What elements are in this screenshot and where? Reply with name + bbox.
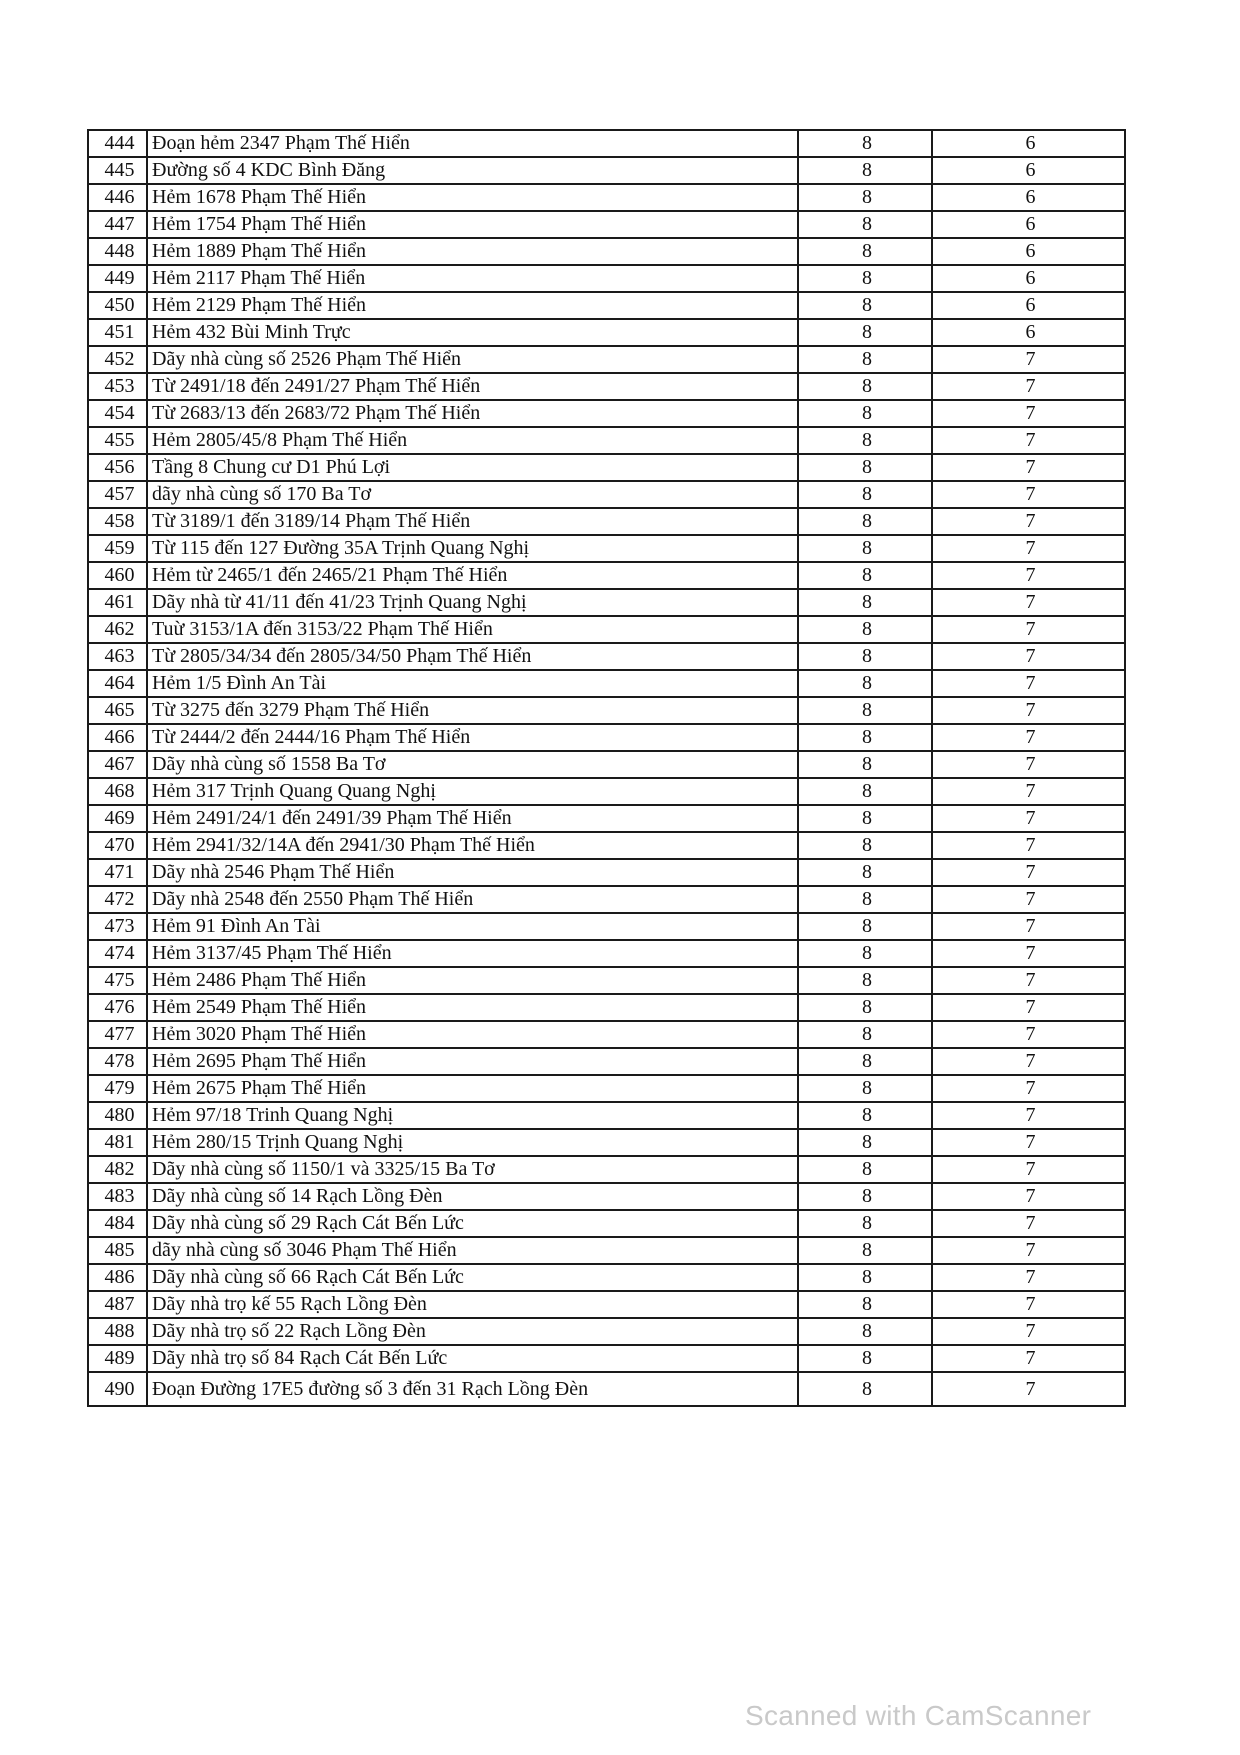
value-b-cell: 7 <box>932 1129 1125 1156</box>
location-name-cell: Hẻm 97/18 Trinh Quang Nghị <box>147 1102 798 1129</box>
row-number-cell: 445 <box>88 157 147 184</box>
location-name-cell: Đoạn hẻm 2347 Phạm Thế Hiển <box>147 130 798 157</box>
row-number-cell: 488 <box>88 1318 147 1345</box>
value-b-cell: 7 <box>932 589 1125 616</box>
row-number-cell: 485 <box>88 1237 147 1264</box>
location-name-cell: Tầng 8 Chung cư D1 Phú Lợi <box>147 454 798 481</box>
value-b-cell: 7 <box>932 1291 1125 1318</box>
value-a-cell: 8 <box>798 670 932 697</box>
table-row <box>88 508 1125 535</box>
table-row <box>88 535 1125 562</box>
table-body <box>88 130 1125 1406</box>
row-number-cell: 460 <box>88 562 147 589</box>
row-number-cell: 483 <box>88 1183 147 1210</box>
table-row <box>88 643 1125 670</box>
value-b-cell: 7 <box>932 508 1125 535</box>
row-number-cell: 450 <box>88 292 147 319</box>
row-number-cell: 468 <box>88 778 147 805</box>
row-number-cell: 458 <box>88 508 147 535</box>
row-number-cell: 455 <box>88 427 147 454</box>
value-a-cell: 8 <box>798 967 932 994</box>
location-name-cell: Từ 2444/2 đến 2444/16 Phạm Thế Hiển <box>147 724 798 751</box>
row-number-cell: 473 <box>88 913 147 940</box>
address-table <box>87 129 1126 1407</box>
table-row <box>88 400 1125 427</box>
value-b-cell: 7 <box>932 670 1125 697</box>
value-a-cell: 8 <box>798 805 932 832</box>
value-a-cell: 8 <box>798 481 932 508</box>
value-b-cell: 6 <box>932 238 1125 265</box>
location-name-cell: Hẻm 2695 Phạm Thế Hiển <box>147 1048 798 1075</box>
value-a-cell: 8 <box>798 1075 932 1102</box>
table-row <box>88 238 1125 265</box>
value-a-cell: 8 <box>798 1129 932 1156</box>
table-row <box>88 1318 1125 1345</box>
row-number-cell: 463 <box>88 643 147 670</box>
row-number-cell: 459 <box>88 535 147 562</box>
row-number-cell: 444 <box>88 130 147 157</box>
location-name-cell: dãy nhà cùng số 170 Ba Tơ <box>147 481 798 508</box>
table-row <box>88 1291 1125 1318</box>
row-number-cell: 453 <box>88 373 147 400</box>
row-number-cell: 446 <box>88 184 147 211</box>
table-row <box>88 1237 1125 1264</box>
value-b-cell: 7 <box>932 913 1125 940</box>
value-a-cell: 8 <box>798 1345 932 1372</box>
row-number-cell: 469 <box>88 805 147 832</box>
location-name-cell: Hẻm 2117 Phạm Thế Hiển <box>147 265 798 292</box>
value-b-cell: 7 <box>932 1183 1125 1210</box>
value-a-cell: 8 <box>798 778 932 805</box>
location-name-cell: Hẻm 2129 Phạm Thế Hiển <box>147 292 798 319</box>
table-row <box>88 1075 1125 1102</box>
value-a-cell: 8 <box>798 616 932 643</box>
value-a-cell: 8 <box>798 1291 932 1318</box>
value-b-cell: 7 <box>932 1102 1125 1129</box>
value-b-cell: 7 <box>932 994 1125 1021</box>
value-a-cell: 8 <box>798 1156 932 1183</box>
value-b-cell: 7 <box>932 859 1125 886</box>
location-name-cell: Hẻm từ 2465/1 đến 2465/21 Phạm Thế Hiển <box>147 562 798 589</box>
location-name-cell: dãy nhà cùng số 3046 Phạm Thế Hiển <box>147 1237 798 1264</box>
value-b-cell: 7 <box>932 535 1125 562</box>
value-a-cell: 8 <box>798 589 932 616</box>
location-name-cell: Từ 2805/34/34 đến 2805/34/50 Phạm Thế Hiển <box>147 643 798 670</box>
value-a-cell: 8 <box>798 1237 932 1264</box>
table-row <box>88 859 1125 886</box>
value-a-cell: 8 <box>798 1183 932 1210</box>
table-row <box>88 778 1125 805</box>
location-name-cell: Hẻm 2549 Phạm Thế Hiển <box>147 994 798 1021</box>
value-b-cell: 7 <box>932 643 1125 670</box>
table-row <box>88 346 1125 373</box>
row-number-cell: 452 <box>88 346 147 373</box>
table-row <box>88 886 1125 913</box>
value-a-cell: 8 <box>798 292 932 319</box>
location-name-cell: Hẻm 2486 Phạm Thế Hiển <box>147 967 798 994</box>
value-a-cell: 8 <box>798 697 932 724</box>
value-a-cell: 8 <box>798 211 932 238</box>
value-a-cell: 8 <box>798 562 932 589</box>
value-b-cell: 6 <box>932 130 1125 157</box>
location-name-cell: Dãy nhà cùng số 2526 Phạm Thế Hiển <box>147 346 798 373</box>
value-a-cell: 8 <box>798 265 932 292</box>
location-name-cell: Dãy nhà từ 41/11 đến 41/23 Trịnh Quang Nghị <box>147 589 798 616</box>
location-name-cell: Hẻm 2491/24/1 đến 2491/39 Phạm Thế Hiển <box>147 805 798 832</box>
value-a-cell: 8 <box>798 454 932 481</box>
location-name-cell: Dãy nhà cùng số 1558 Ba Tơ <box>147 751 798 778</box>
table-row <box>88 913 1125 940</box>
table-row <box>88 616 1125 643</box>
table-row <box>88 1156 1125 1183</box>
table-row <box>88 1102 1125 1129</box>
row-number-cell: 454 <box>88 400 147 427</box>
value-b-cell: 7 <box>932 562 1125 589</box>
location-name-cell: Hẻm 3020 Phạm Thế Hiển <box>147 1021 798 1048</box>
location-name-cell: Hẻm 1754 Phạm Thế Hiển <box>147 211 798 238</box>
row-number-cell: 490 <box>88 1372 147 1406</box>
table-row <box>88 1021 1125 1048</box>
row-number-cell: 466 <box>88 724 147 751</box>
value-b-cell: 6 <box>932 157 1125 184</box>
value-b-cell: 7 <box>932 1156 1125 1183</box>
row-number-cell: 447 <box>88 211 147 238</box>
row-number-cell: 482 <box>88 1156 147 1183</box>
row-number-cell: 464 <box>88 670 147 697</box>
value-a-cell: 8 <box>798 184 932 211</box>
table-row <box>88 751 1125 778</box>
row-number-cell: 480 <box>88 1102 147 1129</box>
value-b-cell: 7 <box>932 805 1125 832</box>
value-b-cell: 7 <box>932 832 1125 859</box>
row-number-cell: 451 <box>88 319 147 346</box>
value-a-cell: 8 <box>798 130 932 157</box>
table-row <box>88 454 1125 481</box>
location-name-cell: Dãy nhà 2548 đến 2550 Phạm Thế Hiển <box>147 886 798 913</box>
table-row <box>88 724 1125 751</box>
value-b-cell: 7 <box>932 616 1125 643</box>
value-a-cell: 8 <box>798 1318 932 1345</box>
table-row <box>88 1345 1125 1372</box>
row-number-cell: 475 <box>88 967 147 994</box>
location-name-cell: Hẻm 1889 Phạm Thế Hiển <box>147 238 798 265</box>
value-b-cell: 7 <box>932 346 1125 373</box>
value-a-cell: 8 <box>798 832 932 859</box>
table-row <box>88 265 1125 292</box>
row-number-cell: 477 <box>88 1021 147 1048</box>
value-b-cell: 7 <box>932 967 1125 994</box>
value-b-cell: 6 <box>932 292 1125 319</box>
value-a-cell: 8 <box>798 643 932 670</box>
value-a-cell: 8 <box>798 994 932 1021</box>
location-name-cell: Hẻm 280/15 Trịnh Quang Nghị <box>147 1129 798 1156</box>
value-b-cell: 7 <box>932 778 1125 805</box>
row-number-cell: 448 <box>88 238 147 265</box>
value-b-cell: 7 <box>932 481 1125 508</box>
value-a-cell: 8 <box>798 508 932 535</box>
value-a-cell: 8 <box>798 1021 932 1048</box>
location-name-cell: Hẻm 317 Trịnh Quang Quang Nghị <box>147 778 798 805</box>
table-row <box>88 994 1125 1021</box>
value-a-cell: 8 <box>798 751 932 778</box>
value-b-cell: 7 <box>932 697 1125 724</box>
table-row <box>88 1129 1125 1156</box>
row-number-cell: 449 <box>88 265 147 292</box>
value-a-cell: 8 <box>798 1372 932 1406</box>
location-name-cell: Từ 3275 đến 3279 Phạm Thế Hiển <box>147 697 798 724</box>
row-number-cell: 467 <box>88 751 147 778</box>
value-a-cell: 8 <box>798 859 932 886</box>
value-a-cell: 8 <box>798 1210 932 1237</box>
location-name-cell: Dãy nhà trọ số 22 Rạch Lồng Đèn <box>147 1318 798 1345</box>
table-row <box>88 481 1125 508</box>
location-name-cell: Từ 2491/18 đến 2491/27 Phạm Thế Hiển <box>147 373 798 400</box>
row-number-cell: 457 <box>88 481 147 508</box>
location-name-cell: Dãy nhà cùng số 66 Rạch Cát Bến Lức <box>147 1264 798 1291</box>
location-name-cell: Hẻm 1/5 Đình An Tài <box>147 670 798 697</box>
value-a-cell: 8 <box>798 238 932 265</box>
table-row <box>88 292 1125 319</box>
value-b-cell: 7 <box>932 1210 1125 1237</box>
value-b-cell: 7 <box>932 1021 1125 1048</box>
value-b-cell: 7 <box>932 1372 1125 1406</box>
value-a-cell: 8 <box>798 535 932 562</box>
table-row <box>88 427 1125 454</box>
value-a-cell: 8 <box>798 400 932 427</box>
value-b-cell: 7 <box>932 1048 1125 1075</box>
location-name-cell: Hẻm 91 Đình An Tài <box>147 913 798 940</box>
table-row <box>88 211 1125 238</box>
value-b-cell: 7 <box>932 1345 1125 1372</box>
row-number-cell: 487 <box>88 1291 147 1318</box>
row-number-cell: 470 <box>88 832 147 859</box>
table-row <box>88 1183 1125 1210</box>
value-a-cell: 8 <box>798 1264 932 1291</box>
table-row <box>88 697 1125 724</box>
location-name-cell: Từ 115 đến 127 Đường 35A Trịnh Quang Nghị <box>147 535 798 562</box>
table-row <box>88 832 1125 859</box>
row-number-cell: 484 <box>88 1210 147 1237</box>
value-b-cell: 7 <box>932 724 1125 751</box>
table-row <box>88 805 1125 832</box>
value-b-cell: 7 <box>932 940 1125 967</box>
row-number-cell: 471 <box>88 859 147 886</box>
value-b-cell: 7 <box>932 886 1125 913</box>
value-a-cell: 8 <box>798 157 932 184</box>
row-number-cell: 474 <box>88 940 147 967</box>
row-number-cell: 456 <box>88 454 147 481</box>
value-a-cell: 8 <box>798 346 932 373</box>
location-name-cell: Hẻm 1678 Phạm Thế Hiển <box>147 184 798 211</box>
value-a-cell: 8 <box>798 913 932 940</box>
table-row <box>88 1210 1125 1237</box>
location-name-cell: Dãy nhà cùng số 1150/1 và 3325/15 Ba Tơ <box>147 1156 798 1183</box>
value-a-cell: 8 <box>798 319 932 346</box>
row-number-cell: 476 <box>88 994 147 1021</box>
location-name-cell: Đường số 4 KDC Bình Đăng <box>147 157 798 184</box>
value-a-cell: 8 <box>798 427 932 454</box>
row-number-cell: 489 <box>88 1345 147 1372</box>
location-name-cell: Dãy nhà trọ số 84 Rạch Cát Bến Lức <box>147 1345 798 1372</box>
location-name-cell: Hẻm 2675 Phạm Thế Hiển <box>147 1075 798 1102</box>
value-b-cell: 7 <box>932 1075 1125 1102</box>
value-a-cell: 8 <box>798 886 932 913</box>
value-a-cell: 8 <box>798 940 932 967</box>
camscanner-watermark: Scanned with CamScanner <box>745 1700 1092 1731</box>
value-b-cell: 6 <box>932 184 1125 211</box>
value-b-cell: 6 <box>932 211 1125 238</box>
table-row <box>88 184 1125 211</box>
value-a-cell: 8 <box>798 1048 932 1075</box>
value-b-cell: 7 <box>932 427 1125 454</box>
table-row <box>88 319 1125 346</box>
value-b-cell: 7 <box>932 1318 1125 1345</box>
value-b-cell: 7 <box>932 751 1125 778</box>
location-name-cell: Dãy nhà trọ kế 55 Rạch Lồng Đèn <box>147 1291 798 1318</box>
location-name-cell: Từ 2683/13 đến 2683/72 Phạm Thế Hiển <box>147 400 798 427</box>
location-name-cell: Hẻm 2805/45/8 Phạm Thế Hiển <box>147 427 798 454</box>
table-row <box>88 373 1125 400</box>
value-b-cell: 7 <box>932 1264 1125 1291</box>
location-name-cell: Hẻm 432 Bùi Minh Trực <box>147 319 798 346</box>
location-name-cell: Hẻm 2941/32/14A đến 2941/30 Phạm Thế Hiển <box>147 832 798 859</box>
value-a-cell: 8 <box>798 724 932 751</box>
location-name-cell: Dãy nhà 2546 Phạm Thế Hiển <box>147 859 798 886</box>
row-number-cell: 486 <box>88 1264 147 1291</box>
value-b-cell: 6 <box>932 265 1125 292</box>
table-row <box>88 1372 1125 1406</box>
value-a-cell: 8 <box>798 373 932 400</box>
row-number-cell: 472 <box>88 886 147 913</box>
value-b-cell: 7 <box>932 400 1125 427</box>
location-name-cell: Dãy nhà cùng số 14 Rạch Lồng Đèn <box>147 1183 798 1210</box>
value-b-cell: 7 <box>932 454 1125 481</box>
value-b-cell: 6 <box>932 319 1125 346</box>
table-row <box>88 670 1125 697</box>
table-row <box>88 589 1125 616</box>
row-number-cell: 481 <box>88 1129 147 1156</box>
row-number-cell: 462 <box>88 616 147 643</box>
row-number-cell: 465 <box>88 697 147 724</box>
location-name-cell: Hẻm 3137/45 Phạm Thế Hiển <box>147 940 798 967</box>
row-number-cell: 461 <box>88 589 147 616</box>
value-b-cell: 7 <box>932 373 1125 400</box>
table-row <box>88 157 1125 184</box>
table-row <box>88 562 1125 589</box>
table-row <box>88 130 1125 157</box>
row-number-cell: 479 <box>88 1075 147 1102</box>
value-b-cell: 7 <box>932 1237 1125 1264</box>
table-row <box>88 1048 1125 1075</box>
location-name-cell: Tuừ 3153/1A đến 3153/22 Phạm Thế Hiển <box>147 616 798 643</box>
row-number-cell: 478 <box>88 1048 147 1075</box>
location-name-cell: Dãy nhà cùng số 29 Rạch Cát Bến Lức <box>147 1210 798 1237</box>
table-row <box>88 1264 1125 1291</box>
table-row <box>88 967 1125 994</box>
location-name-cell: Đoạn Đường 17E5 đường số 3 đến 31 Rạch Lồng Đèn <box>147 1372 798 1406</box>
table-row <box>88 940 1125 967</box>
location-name-cell: Từ 3189/1 đến 3189/14 Phạm Thế Hiển <box>147 508 798 535</box>
value-a-cell: 8 <box>798 1102 932 1129</box>
